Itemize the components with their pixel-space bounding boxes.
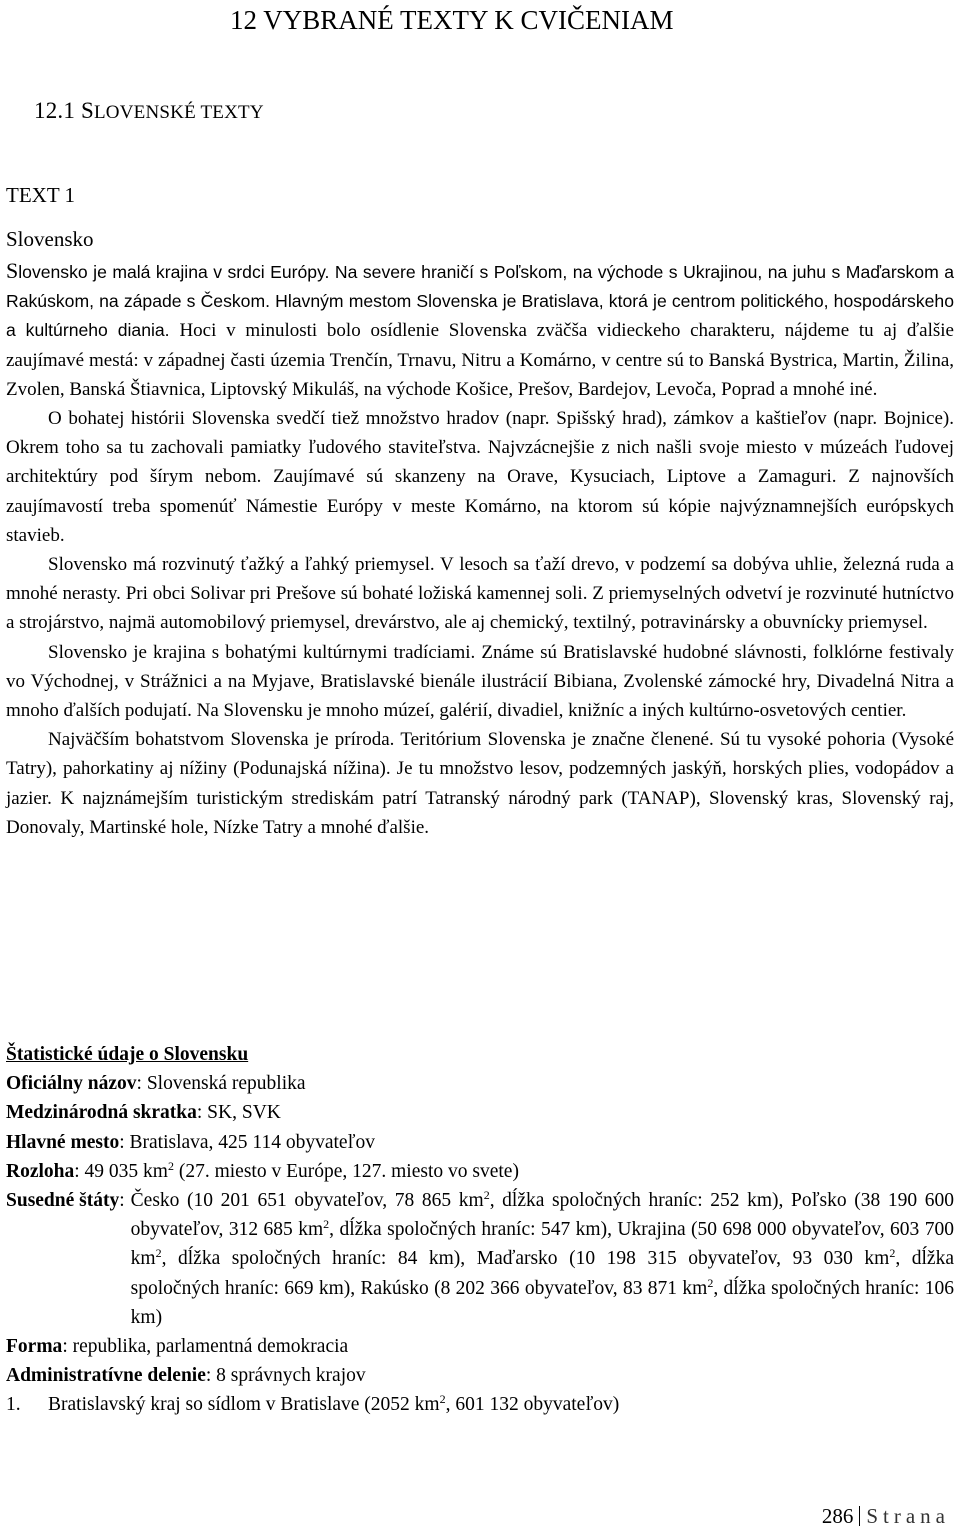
stat-neighbors [6,1186,954,1332]
stat-label: Hlavné mesto [6,1131,120,1153]
stat-label: Administratívne delenie [6,1365,206,1387]
section-title-rest: LOVENSKÉ TEXTY [94,102,264,123]
paragraph-2-part-a: O bohatej histórii Slovenska svedčí tiež množstvo hradov (napr. Spišský hrad), zámkov a kaštieľov (napr. Bojnice). [48,408,954,430]
paragraph-1-part-a: lovensko je malá krajina v srdci Európy. Na severe hraničí s Poľskom, na východe s Ukrajinou, na juhu s Maďarskom a Rakúskom, na západe s Českom. Hlavným mestom Slovenska je Bratislava, ktorá je centrom politického, hospodárskeho a kultúrneho diania. [6,262,954,341]
stat-value: : 49 035 km [74,1160,168,1182]
stat-intl-abbr [6,1098,954,1127]
list-item [6,1390,954,1419]
stat-neighbors-label-wrap [6,1186,125,1332]
paragraph-5: Najväčším bohatstvom Slovenska je príroda. Teritórium Slovenska je značne členené. Sú tu vysoké pohoria (Vysoké Tatry), pahorkatiny aj nížiny (Podunajská nížina). Je tu množstvo lesov, podzemných jaskýň, horských plies, vodopádov a jazier. K najznámejším turistickým strediskám patrí Tatranský národný park (TANAP), Slovenský kras, Slovenský raj, Donovaly, Martinské hole, Nízke Tatry a mnohé ďalšie. [6,729,954,838]
page-footer [822,1502,950,1530]
text-subtitle: Slovensko [6,227,94,251]
statistics-section [6,1040,954,1420]
section-title-prefix: 12.1 S [34,98,94,123]
neighbors-text-4: , dĺžka spoločných hraníc: 84 km), Maďarsko (10 198 315 obyvateľov, 93 030 km [161,1248,890,1270]
stat-label: Medzinárodná skratka [6,1102,197,1124]
stat-value: : republika, parlamentná demokracia [62,1336,349,1358]
text-label: TEXT 1 [6,183,76,207]
article-body [6,256,954,842]
list-item-number: 1. [6,1394,21,1416]
statistics-title: Štatistické údaje o Slovensku [6,1044,249,1065]
paragraph-1-part-c: Martin, Žilina, Zvolen, Banská Štiavnica, Liptovský Mikuláš, na východe Košice, Prešov, Bardejov, Levoča, Poprad a mnohé iné. [6,349,955,400]
neighbors-text-1: Česko (10 201 651 obyvateľov, 78 865 km [130,1190,484,1212]
stat-form [6,1332,954,1361]
stat-value: : Bratislava, 425 114 obyvateľov [119,1131,375,1153]
stat-label: Susedné štáty [6,1190,120,1212]
paragraph-4: Slovensko je krajina s bohatými kultúrnymi tradíciami. Známe sú Bratislavské hudobné slávnosti, folklórne festivaly vo Východnej, v Strážnici a na Myjave, Bratislavské bienále ilustrácií Bibiana, Zvolenské zámocké hry, Divadelná Nitra a mnoho ďalších podujatí. Na Slovensku je mnoho múzeí, galérií, divadiel, knižníc a iných kultúrno-osvetových centier. [6,641,954,722]
page-number: 286 [821,1504,854,1528]
superscript: 2 [483,1188,490,1203]
neighbors-text-3: , dĺžka spoločných hraníc: 547 km), Ukrajina (50 698 000 obyvateľov, 603 700 km [130,1219,954,1270]
stat-value-rest: (27. miesto v Európe, 127. miesto vo svete) [173,1160,519,1182]
superscript: 2 [155,1246,162,1261]
stat-label: Oficiálny názov [6,1073,137,1095]
chapter-title: 12 VYBRANÉ TEXTY K CVIČENIAM [230,5,674,35]
stat-area [6,1157,954,1186]
stat-value: : 8 správnych krajov [205,1365,366,1387]
superscript: 2 [889,1246,896,1261]
superscript: 2 [167,1158,174,1173]
neighbors-text-5: , dĺžka spoločných hraníc: 669 km), Rakúsko (8 202 366 obyvateľov, 83 871 km [130,1248,954,1299]
superscript: 2 [707,1275,714,1290]
paragraph-1-part-b: Hoci v minulosti bolo osídlenie Slovenska zväčša vidieckeho charakteru, nájdeme tu aj ďalšie zaujímavé mestá: v západnej časti územia Trenčín, Trnavu, Nitru a Komárno, v centre sú to Banská Bystrica, [6,320,954,371]
superscript: 2 [439,1392,446,1407]
page-word: Strana [866,1504,950,1528]
superscript: 2 [323,1217,330,1232]
paragraph-2-part-b: Okrem toho sa tu zachovali pamiatky ľudového staviteľstva. Najvzácnejšie z nich našli svoje miesto v múzeách ľudovej architektúry pod šírym nebom. Zaujímavé sú skanzeny na Orave, Kysuciach, Liptove a Zamaguri. Z najnovších zaujímavostí treba spomenúť Námestie Európy v meste Komárno, na ktorom sú kópie najvýznamnejších európskych stavieb. [6,437,954,546]
stat-neighbors-value [125,1186,954,1332]
neighbors-text-6: , dĺžka spoločných hraníc: 106 km) [130,1277,954,1328]
list-item-text-b: , 601 132 obyvateľov) [445,1394,620,1416]
list-item-text [48,1390,619,1419]
section-title [34,96,264,128]
stat-capital [6,1128,954,1157]
paragraph-2 [6,404,954,550]
stat-label: Rozloha [6,1160,75,1182]
stat-admin [6,1361,954,1390]
paragraph-1 [6,256,954,404]
footer-divider [859,1506,860,1526]
list-item-text-a: Bratislavský kraj so sídlom v Bratislave (2052 km [48,1394,440,1416]
stat-colon: : [119,1190,125,1212]
neighbors-text-2: , dĺžka spoločných hraníc: 252 km), Poľsko (38 190 600 obyvateľov, 312 685 km [130,1190,954,1241]
paragraph-1-initial: S [6,258,19,283]
stat-label: Forma [6,1336,63,1358]
paragraph-3: Slovensko má rozvinutý ťažký a ľahký priemysel. V lesoch sa ťaží drevo, v podzemí sa dobýva uhlie, železná ruda a mnohé nerasty. Pri obci Solivar pri Prešove sú bohaté ložiská kamennej soli. Z priemyselných odvetví je rozvinuté hutníctvo a strojárstvo, najmä automobilový priemysel, drevárstvo, ale aj chemický, textilný, potravinársky a obuvnícky priemysel. [6,554,954,634]
stat-value: : SK, SVK [196,1102,281,1124]
stat-official-name [6,1069,954,1098]
stat-value: : Slovenská republika [136,1073,306,1095]
